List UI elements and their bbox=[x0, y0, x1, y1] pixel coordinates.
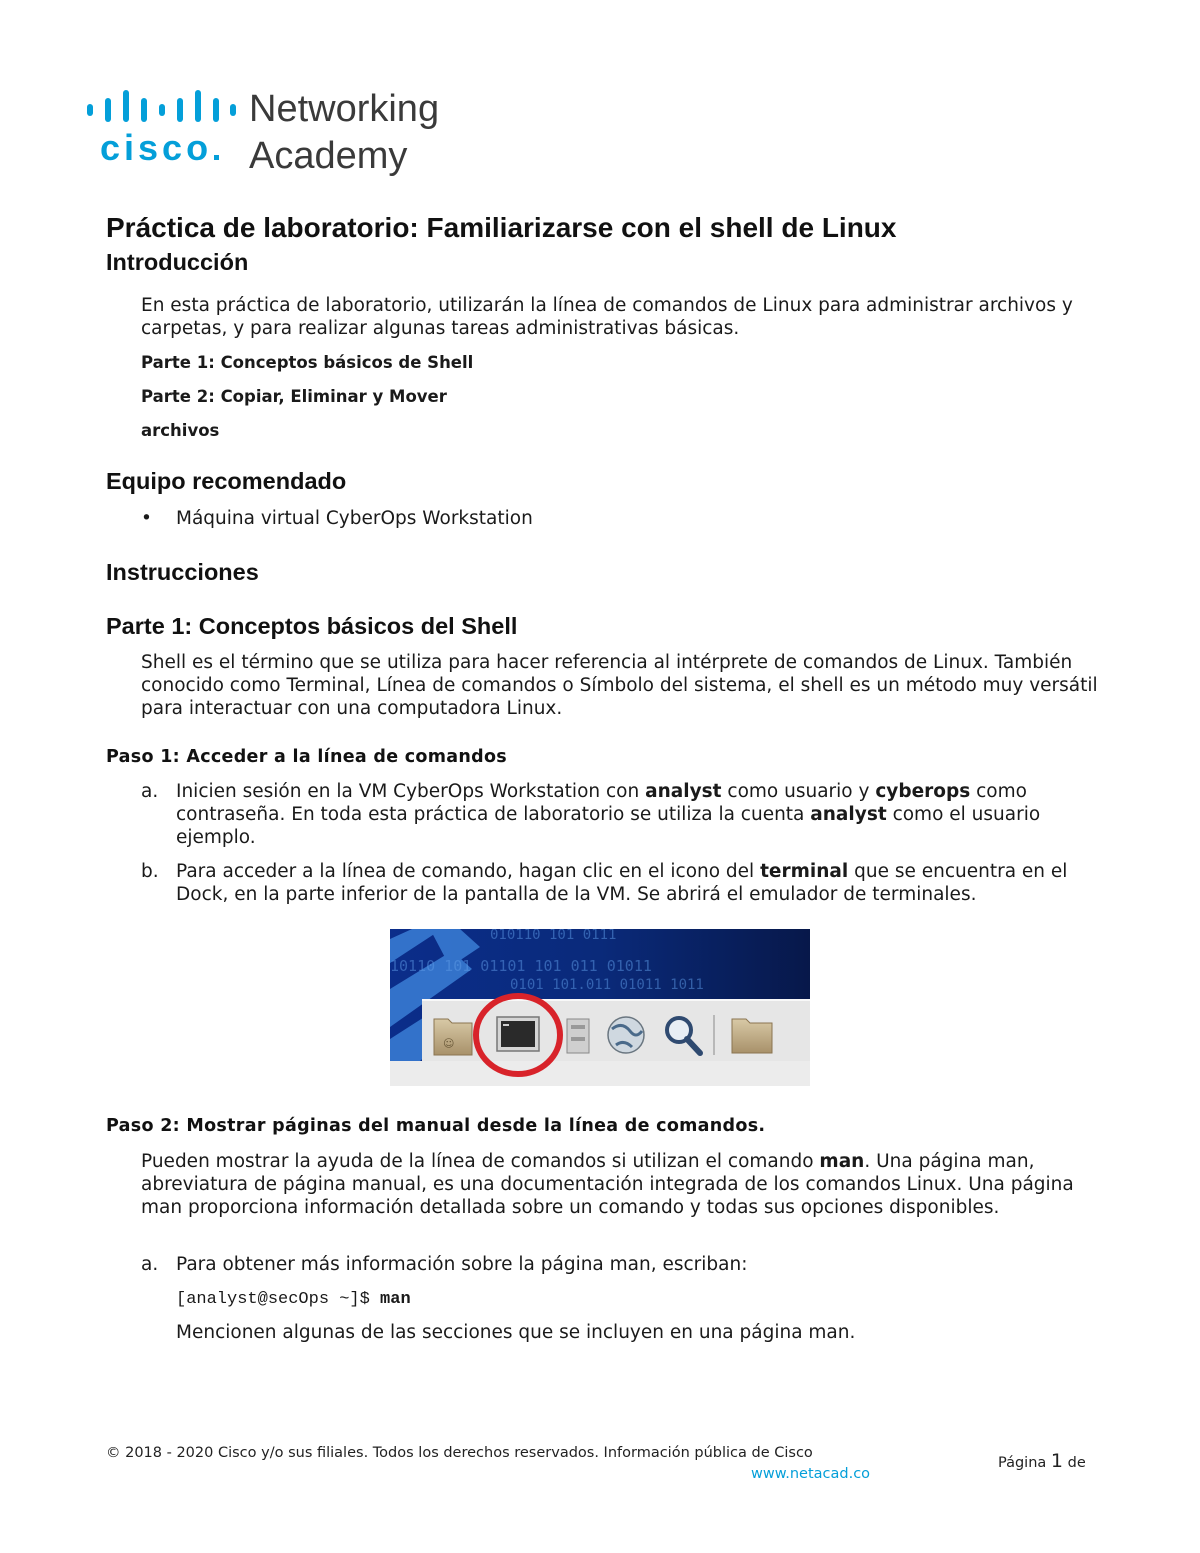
step2-heading: Paso 2: Mostrar páginas del manual desde la línea de comandos. bbox=[106, 1116, 766, 1136]
logo-line-networking: Networking bbox=[249, 88, 440, 130]
objective-part1: Parte 1: Conceptos básicos de Shell bbox=[141, 353, 474, 372]
page-number-label: Página 1 de bbox=[998, 1450, 1086, 1472]
part1-heading: Parte 1: Conceptos básicos del Shell bbox=[106, 613, 518, 639]
terminal-icon bbox=[497, 1017, 539, 1051]
intro-heading: Introducción bbox=[106, 249, 249, 275]
objective-part2-cont: archivos bbox=[141, 421, 220, 440]
cisco-wordmark: cisco bbox=[100, 130, 219, 166]
item-text: Para obtener más información sobre la página man, escriban: bbox=[176, 1254, 748, 1275]
page-number: 1 bbox=[1050, 1450, 1063, 1472]
logo-line-academy: Academy bbox=[249, 135, 408, 177]
item-letter: b. bbox=[141, 861, 159, 882]
objective-part2: Parte 2: Copiar, Eliminar y Mover bbox=[141, 387, 447, 406]
file-cabinet-icon bbox=[567, 1019, 589, 1053]
bullet-icon: • bbox=[141, 508, 152, 529]
footer-copyright: © 2018 - 2020 Cisco y/o sus filiales. Todos los derechos reservados. Información pública de Cisco bbox=[106, 1445, 813, 1461]
cisco-networking-academy-logo bbox=[86, 86, 476, 182]
part1-text: Shell es el término que se utiliza para hacer referencia al intérprete de comandos de Linux. También conocido como Terminal, Línea de comandos o Símbolo del sistema, el shell es un método muy versátil para interactuar con una computadora Linux. bbox=[141, 652, 1098, 719]
instructions-heading: Instrucciones bbox=[106, 559, 259, 585]
svg-text:10110 101 01101 101 011 01011: 10110 101 01101 101 011 01011 bbox=[390, 957, 652, 975]
footer-url-link[interactable]: www.netacad.co bbox=[751, 1466, 871, 1482]
equipment-heading: Equipo recomendado bbox=[106, 468, 347, 494]
shell-prompt: [analyst@secOps ~]$ bbox=[176, 1290, 381, 1309]
folder-icon bbox=[434, 1019, 472, 1055]
wordmark-dot bbox=[214, 155, 219, 160]
step2-text: Pueden mostrar la ayuda de la línea de comandos si utilizan el comando man. Una página man, abreviatura de página manual, es una documentación integrada de los comandos Linux. Una página man proporciona información detallada sobre un comando y todas sus opciones disponibles. bbox=[141, 1151, 1074, 1218]
academy-name bbox=[249, 86, 439, 180]
svg-text:010110 101 0111: 010110 101 0111 bbox=[490, 929, 617, 943]
browser-globe-icon bbox=[608, 1017, 644, 1053]
item-text: Inicien sesión en la VM CyberOps Workstation con analyst como usuario y cyberops como contraseña. En toda esta práctica de laboratorio se utiliza la cuenta analyst como el usuario ejemplo. bbox=[176, 781, 1041, 848]
page-title: Práctica de laboratorio: Familiarizarse con el shell de Linux bbox=[106, 212, 897, 243]
dock-screenshot bbox=[390, 929, 810, 1086]
item-letter: a. bbox=[141, 1254, 159, 1275]
intro-text: En esta práctica de laboratorio, utilizarán la línea de comandos de Linux para administrar archivos y carpetas, y para realizar algunas tareas administrativas básicas. bbox=[141, 295, 1073, 339]
equipment-item-text: Máquina virtual CyberOps Workstation bbox=[176, 508, 533, 529]
svg-text:0101 101.011 01011 1011: 0101 101.011 01011 1011 bbox=[510, 977, 704, 993]
svg-text:☺: ☺ bbox=[443, 1037, 455, 1050]
command-text: man bbox=[380, 1290, 411, 1309]
item-text: Para acceder a la línea de comando, hagan clic en el icono del terminal que se encuentra en el Dock, en la parte inferior de la pantalla de la VM. Se abrirá el emulador de terminales. bbox=[176, 861, 1068, 905]
step1-heading: Paso 1: Acceder a la línea de comandos bbox=[106, 747, 508, 767]
item-letter: a. bbox=[141, 781, 159, 802]
step2-question: Mencionen algunas de las secciones que se incluyen en una página man. bbox=[176, 1322, 856, 1343]
command-line bbox=[176, 1289, 411, 1311]
folder-icon bbox=[732, 1019, 772, 1053]
cisco-bars-icon bbox=[86, 86, 236, 126]
dock-illustration bbox=[390, 929, 810, 1086]
